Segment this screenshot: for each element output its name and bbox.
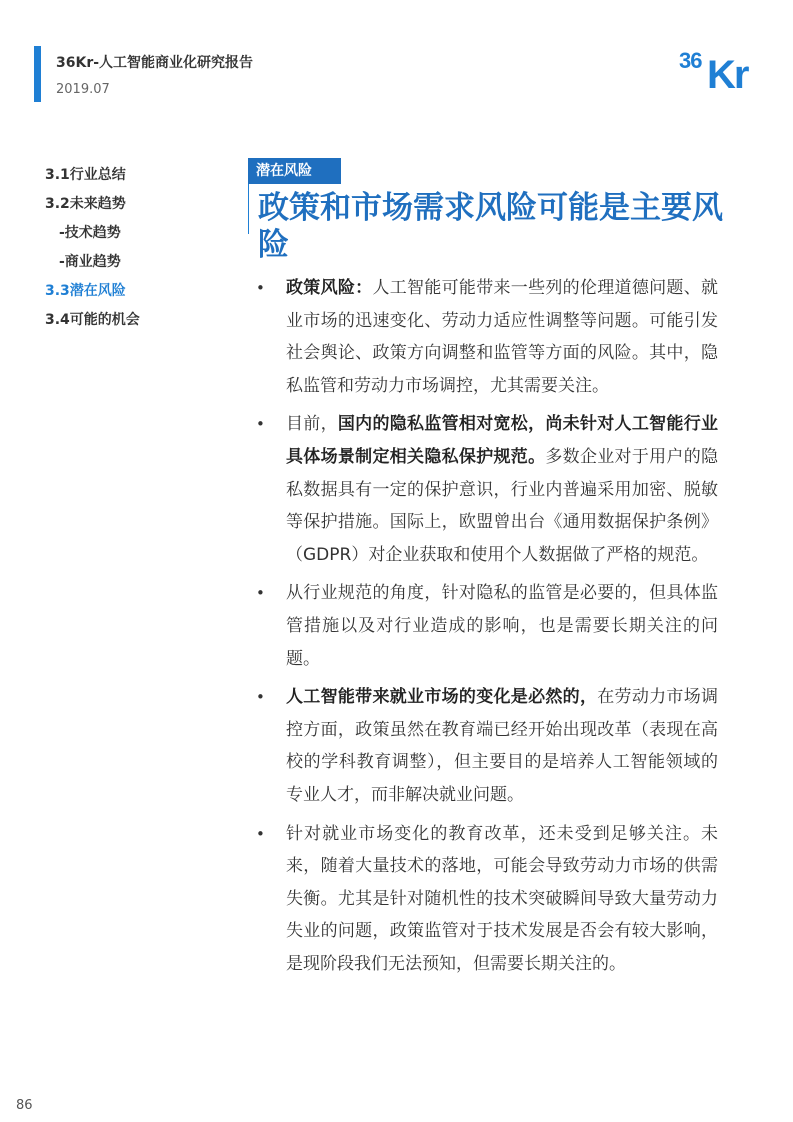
report-title: 36Kr-人工智能商业化研究报告 (56, 55, 254, 71)
page-number: 86 (16, 1098, 33, 1113)
bullet-text: 从行业规范的角度，针对隐私的监管是必要的，但具体监管措施以及对行业造成的影响，也是需要长期关注的问题。 (286, 583, 718, 669)
bullet-item (256, 408, 718, 571)
section-tag: 潜在风险 (248, 158, 341, 184)
bullet-bold-text: 国内的隐私监管相对宽松，尚未针对人工智能行业具体场景制定相关隐私保护规范。 (286, 414, 718, 467)
bullet-dot-icon: • (256, 415, 265, 434)
bullet-text-pre: 目前， (286, 414, 338, 435)
report-date: 2019.07 (56, 82, 110, 97)
bullet-list (256, 272, 718, 986)
header-accent-bar (34, 46, 41, 102)
bullet-text: 在劳动力市场调控方面，政策虽然在教育端已经开始出现改革（表现在高校的学科教育调整），但主要目的是培养人工智能领域的专业人才，而非解决就业问题。 (286, 687, 718, 805)
bullet-dot-icon: • (256, 824, 265, 843)
bullet-dot-icon: • (256, 279, 265, 297)
bullet-item (256, 272, 718, 402)
bullet-item (256, 681, 718, 811)
bullet-dot-icon: • (256, 584, 265, 603)
toc-item-3-2[interactable]: 3.2未来趋势 (45, 196, 126, 212)
toc-item-business-trends[interactable]: -商业趋势 (59, 254, 121, 270)
toc-item-3-3-active[interactable]: 3.3潜在风险 (45, 283, 126, 299)
36kr-logo (679, 42, 763, 92)
svg-text:Kr: Kr (707, 53, 748, 92)
bullet-item (256, 818, 718, 981)
bullet-text-post: 多数企业对于用户的隐私数据具有一定的保护意识，行业内普遍采用加密、脱敏等保护措施。国际上，欧盟曾出台《通用数据保护条例》（GDPR）对企业获取和使用个人数据做了严格的规范。 (286, 446, 718, 565)
toc-item-3-4[interactable]: 3.4可能的机会 (45, 312, 140, 328)
bullet-bold-lead: 政策风险： (286, 278, 373, 298)
toc-item-tech-trends[interactable]: -技术趋势 (59, 225, 121, 241)
page-heading: 政策和市场需求风险可能是主要风险 (258, 190, 723, 263)
bullet-text: 针对就业市场变化的教育改革，还未受到足够关注。未来，随着大量技术的落地，可能会导致劳动力市场的供需失衡。尤其是针对随机性的技术突破瞬间导致大量劳动力失业的问题，政策监管对于技术发展是否会有较大影响，是现阶段我们无法预知，但需要长期关注的。 (286, 823, 718, 974)
bullet-dot-icon: • (256, 688, 265, 707)
svg-text:36: 36 (679, 48, 702, 73)
bullet-item (256, 577, 718, 675)
toc-item-3-1[interactable]: 3.1行业总结 (45, 167, 126, 183)
table-of-contents (45, 165, 140, 339)
bullet-text: 人工智能可能带来一些列的伦理道德问题、就业市场的迅速变化、劳动力适应性调整等问题。可能引发社会舆论、政策方向调整和监管等方面的风险。其中，隐私监管和劳动力市场调控，尤其需要关注。 (286, 278, 719, 396)
bullet-bold-lead: 人工智能带来就业市场的变化是必然的， (286, 687, 598, 708)
